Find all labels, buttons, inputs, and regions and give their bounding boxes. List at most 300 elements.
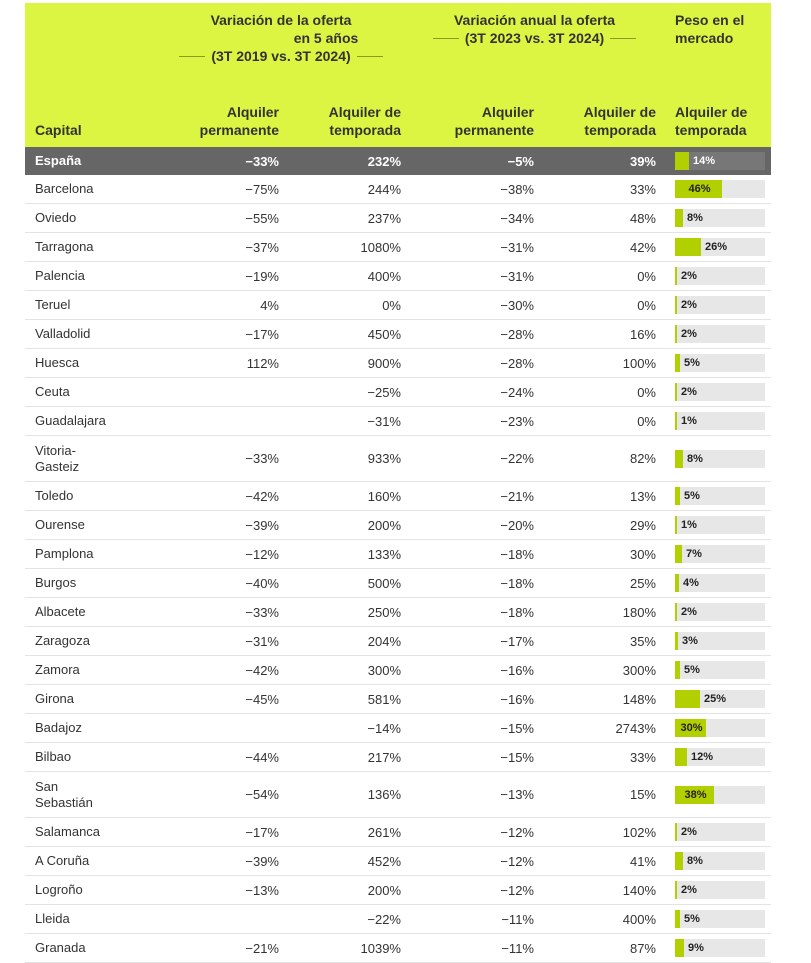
share-bar-fill	[675, 325, 677, 343]
cell-temp-1y: 100%	[540, 349, 662, 378]
cell-perm-5y	[155, 407, 285, 436]
cell-perm-5y: −45%	[155, 685, 285, 714]
table-row	[25, 656, 771, 685]
cell-perm-5y: −39%	[155, 511, 285, 540]
share-bar-track	[675, 412, 765, 430]
share-bar-label: 8%	[687, 855, 703, 867]
share-bar-fill	[675, 939, 684, 957]
cell-temp-5y: 500%	[285, 569, 407, 598]
share-bar-fill	[675, 545, 682, 563]
share-bar-track	[675, 545, 765, 563]
share-bar-fill	[675, 487, 680, 505]
table-row	[25, 905, 771, 934]
cell-perm-5y: −44%	[155, 743, 285, 772]
cell-share	[662, 511, 771, 540]
cell-share	[662, 436, 771, 482]
cell-share	[662, 349, 771, 378]
share-bar-fill	[675, 632, 678, 650]
cell-capital: Valladolid	[25, 320, 155, 349]
table-row	[25, 627, 771, 656]
cell-temp-1y: 30%	[540, 540, 662, 569]
cell-share	[662, 905, 771, 934]
share-bar-label: 2%	[681, 884, 697, 896]
column-header-row	[25, 97, 771, 147]
cell-share	[662, 320, 771, 349]
table-row	[25, 714, 771, 743]
cell-share	[662, 175, 771, 204]
share-bar-label: 4%	[683, 577, 699, 589]
col-header-perm-1y	[407, 97, 540, 147]
cell-perm-1y: −18%	[407, 569, 540, 598]
cell-perm-1y: −11%	[407, 905, 540, 934]
share-bar-label: 2%	[681, 826, 697, 838]
cell-temp-5y: −25%	[285, 378, 407, 407]
share-bar-fill	[675, 603, 677, 621]
cell-share	[662, 569, 771, 598]
share-bar-label: 26%	[705, 241, 728, 253]
table-row	[25, 436, 771, 482]
cell-perm-1y: −20%	[407, 511, 540, 540]
share-bar-track	[675, 632, 765, 650]
cell-share	[662, 378, 771, 407]
cell-perm-1y: −11%	[407, 934, 540, 963]
cell-temp-5y: 933%	[285, 436, 407, 482]
cell-temp-1y: 0%	[540, 262, 662, 291]
table-row	[25, 511, 771, 540]
col-perm5-l1: Alquiler	[226, 104, 279, 120]
cell-perm-5y: −33%	[155, 147, 285, 175]
share-bar-fill	[675, 661, 680, 679]
col-header-perm-5y	[155, 97, 285, 147]
group-share-line2: mercado	[675, 30, 734, 46]
share-bar-label: 1%	[681, 415, 697, 427]
group-5y-line3-wrap	[161, 47, 401, 65]
cell-share	[662, 598, 771, 627]
cell-perm-5y: 4%	[155, 291, 285, 320]
cell-perm-1y: −34%	[407, 204, 540, 233]
share-bar-label: 25%	[704, 693, 727, 705]
table-row	[25, 349, 771, 378]
cell-temp-1y: 39%	[540, 147, 662, 175]
cell-temp-5y: 1039%	[285, 934, 407, 963]
share-bar-fill	[675, 690, 700, 708]
col-temp5-l2: temporada	[329, 122, 401, 138]
cell-temp-5y: 450%	[285, 320, 407, 349]
table-row	[25, 569, 771, 598]
share-bar-track	[675, 325, 765, 343]
cell-perm-1y: −38%	[407, 175, 540, 204]
group-header-blank	[25, 3, 155, 97]
share-bar-label: 38%	[684, 788, 707, 801]
cell-perm-5y	[155, 714, 285, 743]
table-row	[25, 598, 771, 627]
cell-temp-1y: 400%	[540, 905, 662, 934]
cell-temp-1y: 148%	[540, 685, 662, 714]
cell-perm-5y: −19%	[155, 262, 285, 291]
table-row	[25, 818, 771, 847]
cell-capital: Girona	[25, 685, 155, 714]
share-bar-fill	[675, 574, 679, 592]
share-bar-track	[675, 603, 765, 621]
cell-capital: Bilbao	[25, 743, 155, 772]
cell-capital: Logroño	[25, 876, 155, 905]
table-row	[25, 482, 771, 511]
share-bar-track	[675, 238, 765, 256]
cell-perm-5y: −39%	[155, 847, 285, 876]
table-row	[25, 743, 771, 772]
share-bar-track	[675, 296, 765, 314]
share-bar-track	[675, 939, 765, 957]
cell-capital: Granada	[25, 934, 155, 963]
share-bar-label: 5%	[684, 490, 700, 502]
share-bar-label: 2%	[681, 270, 697, 282]
share-bar-fill	[675, 238, 701, 256]
share-bar-track	[675, 487, 765, 505]
cell-perm-1y: −12%	[407, 876, 540, 905]
cell-temp-1y: 16%	[540, 320, 662, 349]
cell-share	[662, 818, 771, 847]
cell-capital: España	[25, 147, 155, 175]
group-header-row	[25, 3, 771, 97]
cell-temp-1y: 0%	[540, 378, 662, 407]
share-bar-label: 8%	[687, 452, 703, 465]
table-row	[25, 378, 771, 407]
table-row	[25, 685, 771, 714]
share-bar-label: 5%	[684, 357, 700, 369]
cell-share	[662, 876, 771, 905]
share-bar-track	[675, 719, 765, 737]
group-annual-line1: Variación anual la oferta	[453, 12, 616, 28]
table-row	[25, 772, 771, 818]
group-header-annual	[407, 3, 662, 97]
cell-perm-5y: −42%	[155, 656, 285, 685]
table-row	[25, 291, 771, 320]
col-peso-l2: temporada	[675, 122, 747, 138]
group-5y-line3: (3T 2019 vs. 3T 2024)	[211, 48, 351, 64]
table-row	[25, 320, 771, 349]
cell-temp-1y: 180%	[540, 598, 662, 627]
cell-perm-1y: −28%	[407, 349, 540, 378]
cell-share	[662, 627, 771, 656]
col-temp1-l1: Alquiler de	[583, 104, 656, 120]
cell-temp-5y: −14%	[285, 714, 407, 743]
share-bar-label: 14%	[693, 155, 716, 167]
cell-temp-1y: 102%	[540, 818, 662, 847]
cell-temp-1y: 25%	[540, 569, 662, 598]
cell-temp-1y: 41%	[540, 847, 662, 876]
cell-perm-5y: −31%	[155, 627, 285, 656]
cell-temp-5y: 237%	[285, 204, 407, 233]
table-row	[25, 262, 771, 291]
cell-temp-5y: 133%	[285, 540, 407, 569]
cell-perm-5y: −13%	[155, 876, 285, 905]
share-bar-label: 2%	[681, 299, 697, 311]
share-bar-fill	[675, 267, 677, 285]
group-5y-line2: en 5 años	[293, 30, 359, 46]
cell-temp-1y: 35%	[540, 627, 662, 656]
share-bar-fill	[675, 450, 683, 468]
cell-temp-5y: 261%	[285, 818, 407, 847]
cell-capital: A Coruña	[25, 847, 155, 876]
share-bar-label: 8%	[687, 212, 703, 224]
cell-temp-1y: 87%	[540, 934, 662, 963]
group-share-line1: Peso en el	[675, 12, 745, 28]
col-temp5-l1: Alquiler de	[328, 104, 401, 120]
cell-capital: Burgos	[25, 569, 155, 598]
cell-perm-1y: −15%	[407, 743, 540, 772]
share-bar-track	[675, 209, 765, 227]
cell-temp-5y: 204%	[285, 627, 407, 656]
cell-perm-5y: −12%	[155, 540, 285, 569]
col-header-temp-5y	[285, 97, 407, 147]
cell-temp-5y: 452%	[285, 847, 407, 876]
share-bar-track	[675, 354, 765, 372]
cell-capital: Vitoria- Gasteiz	[25, 436, 155, 482]
share-bar-track	[675, 450, 765, 468]
cell-capital: Lleida	[25, 905, 155, 934]
cell-temp-5y: −31%	[285, 407, 407, 436]
cell-temp-5y: 1080%	[285, 233, 407, 262]
cell-perm-1y: −5%	[407, 147, 540, 175]
share-bar-track	[675, 383, 765, 401]
group-annual-line2: (3T 2023 vs. 3T 2024)	[464, 30, 605, 46]
share-bar-track	[675, 152, 765, 170]
cell-share	[662, 934, 771, 963]
cell-temp-1y: 300%	[540, 656, 662, 685]
cell-temp-1y: 13%	[540, 482, 662, 511]
cell-perm-1y: −31%	[407, 262, 540, 291]
table-row-total	[25, 147, 771, 175]
cell-capital: Barcelona	[25, 175, 155, 204]
cell-temp-5y: 160%	[285, 482, 407, 511]
cell-perm-1y: −30%	[407, 291, 540, 320]
cell-capital: San Sebastián	[25, 772, 155, 818]
cell-capital: Toledo	[25, 482, 155, 511]
share-bar-track	[675, 180, 765, 198]
cell-perm-5y: 112%	[155, 349, 285, 378]
share-bar-fill	[675, 209, 683, 227]
cell-share	[662, 772, 771, 818]
cell-share	[662, 262, 771, 291]
share-bar-track	[675, 574, 765, 592]
table-row	[25, 876, 771, 905]
share-bar-fill	[675, 383, 677, 401]
cell-perm-1y: −12%	[407, 818, 540, 847]
cell-capital: Pamplona	[25, 540, 155, 569]
share-bar-track	[675, 748, 765, 766]
cell-perm-5y: −40%	[155, 569, 285, 598]
share-bar-track	[675, 786, 765, 804]
cell-capital: Teruel	[25, 291, 155, 320]
cell-capital: Guadalajara	[25, 407, 155, 436]
cell-temp-5y: −22%	[285, 905, 407, 934]
cell-perm-1y: −13%	[407, 772, 540, 818]
col-temp1-l2: temporada	[584, 122, 656, 138]
cell-temp-1y: 33%	[540, 175, 662, 204]
share-bar-label: 12%	[691, 751, 714, 763]
cell-perm-5y: −55%	[155, 204, 285, 233]
cell-perm-1y: −24%	[407, 378, 540, 407]
cell-capital: Salamanca	[25, 818, 155, 847]
cell-perm-1y: −18%	[407, 540, 540, 569]
cell-temp-5y: 900%	[285, 349, 407, 378]
share-bar-label: 2%	[681, 386, 697, 398]
share-bar-label: 46%	[688, 183, 711, 195]
cell-temp-1y: 0%	[540, 407, 662, 436]
group-annual-line2-wrap	[413, 29, 656, 47]
cell-share	[662, 233, 771, 262]
share-bar-track	[675, 910, 765, 928]
share-bar-fill	[675, 823, 677, 841]
table-body	[25, 147, 771, 963]
col-perm1-l1: Alquiler	[481, 104, 534, 120]
share-bar-fill	[675, 152, 689, 170]
share-bar-label: 2%	[681, 606, 697, 618]
cell-perm-1y: −16%	[407, 685, 540, 714]
cell-capital: Ceuta	[25, 378, 155, 407]
share-bar-fill	[675, 296, 677, 314]
col-perm1-l2: permanente	[454, 122, 534, 138]
cell-capital: Badajoz	[25, 714, 155, 743]
table-row	[25, 934, 771, 963]
cell-perm-1y: −15%	[407, 714, 540, 743]
cell-perm-5y: −33%	[155, 598, 285, 627]
cell-temp-1y: 2743%	[540, 714, 662, 743]
cell-perm-1y: −23%	[407, 407, 540, 436]
cell-perm-1y: −22%	[407, 436, 540, 482]
cell-temp-1y: 42%	[540, 233, 662, 262]
share-bar-label: 2%	[681, 328, 697, 340]
cell-share	[662, 291, 771, 320]
cell-share	[662, 204, 771, 233]
cell-share	[662, 847, 771, 876]
cell-temp-1y: 29%	[540, 511, 662, 540]
cell-perm-5y: −54%	[155, 772, 285, 818]
share-bar-label: 30%	[680, 722, 703, 734]
cell-perm-5y: −17%	[155, 320, 285, 349]
cell-share	[662, 743, 771, 772]
cell-capital: Ourense	[25, 511, 155, 540]
cell-temp-5y: 250%	[285, 598, 407, 627]
share-bar-fill	[675, 748, 687, 766]
cell-temp-5y: 0%	[285, 291, 407, 320]
table-row	[25, 204, 771, 233]
cell-capital: Albacete	[25, 598, 155, 627]
table-row	[25, 407, 771, 436]
table-row	[25, 847, 771, 876]
cell-share	[662, 685, 771, 714]
share-bar-track	[675, 881, 765, 899]
cell-perm-5y	[155, 905, 285, 934]
cell-temp-5y: 244%	[285, 175, 407, 204]
share-bar-label: 5%	[684, 913, 700, 925]
cell-perm-1y: −12%	[407, 847, 540, 876]
cell-share	[662, 407, 771, 436]
cell-temp-1y: 33%	[540, 743, 662, 772]
cell-capital: Zamora	[25, 656, 155, 685]
share-bar-track	[675, 516, 765, 534]
cell-share	[662, 147, 771, 175]
cell-perm-1y: −21%	[407, 482, 540, 511]
share-bar-label: 3%	[682, 635, 698, 647]
cell-capital: Huesca	[25, 349, 155, 378]
share-bar-track	[675, 852, 765, 870]
cell-perm-5y: −17%	[155, 818, 285, 847]
share-bar-track	[675, 823, 765, 841]
col-perm5-l2: permanente	[199, 122, 279, 138]
table-row	[25, 540, 771, 569]
col-header-capital: Capital	[25, 97, 155, 147]
share-bar-fill	[675, 910, 680, 928]
cell-share	[662, 540, 771, 569]
cell-perm-1y: −18%	[407, 598, 540, 627]
cell-perm-5y: −75%	[155, 175, 285, 204]
cell-temp-1y: 15%	[540, 772, 662, 818]
share-bar-track	[675, 267, 765, 285]
share-bar-label: 1%	[681, 519, 697, 531]
group-header-market-share	[662, 3, 771, 97]
cell-temp-5y: 200%	[285, 876, 407, 905]
cell-temp-1y: 140%	[540, 876, 662, 905]
cell-temp-1y: 0%	[540, 291, 662, 320]
rental-table-container	[25, 3, 771, 963]
cell-temp-1y: 48%	[540, 204, 662, 233]
share-bar-track	[675, 661, 765, 679]
cell-perm-5y: −37%	[155, 233, 285, 262]
cell-temp-1y: 82%	[540, 436, 662, 482]
cell-capital: Palencia	[25, 262, 155, 291]
cell-perm-5y: −21%	[155, 934, 285, 963]
table-row	[25, 233, 771, 262]
share-bar-label: 7%	[686, 548, 702, 560]
cell-capital: Zaragoza	[25, 627, 155, 656]
cell-temp-5y: 217%	[285, 743, 407, 772]
share-bar-fill	[675, 852, 683, 870]
cell-share	[662, 714, 771, 743]
cell-perm-5y	[155, 378, 285, 407]
cell-perm-5y: −33%	[155, 436, 285, 482]
share-bar-track	[675, 690, 765, 708]
cell-perm-1y: −28%	[407, 320, 540, 349]
cell-temp-5y: 581%	[285, 685, 407, 714]
cell-share	[662, 482, 771, 511]
cell-temp-5y: 400%	[285, 262, 407, 291]
cell-temp-5y: 300%	[285, 656, 407, 685]
rental-offer-table	[25, 3, 771, 963]
cell-perm-1y: −17%	[407, 627, 540, 656]
cell-temp-5y: 200%	[285, 511, 407, 540]
cell-temp-5y: 136%	[285, 772, 407, 818]
group-header-5-years	[155, 3, 407, 97]
cell-capital: Oviedo	[25, 204, 155, 233]
cell-capital: Tarragona	[25, 233, 155, 262]
share-bar-fill	[675, 881, 677, 899]
table-row	[25, 175, 771, 204]
share-bar-fill	[675, 354, 680, 372]
col-header-share	[662, 97, 771, 147]
share-bar-fill	[675, 412, 677, 430]
cell-share	[662, 656, 771, 685]
cell-perm-1y: −16%	[407, 656, 540, 685]
share-bar-label: 5%	[684, 664, 700, 676]
col-header-temp-1y	[540, 97, 662, 147]
share-bar-fill	[675, 516, 677, 534]
cell-temp-5y: 232%	[285, 147, 407, 175]
group-5y-line1: Variación de la oferta	[210, 12, 352, 28]
cell-perm-5y: −42%	[155, 482, 285, 511]
cell-perm-1y: −31%	[407, 233, 540, 262]
share-bar-label: 9%	[688, 942, 704, 954]
